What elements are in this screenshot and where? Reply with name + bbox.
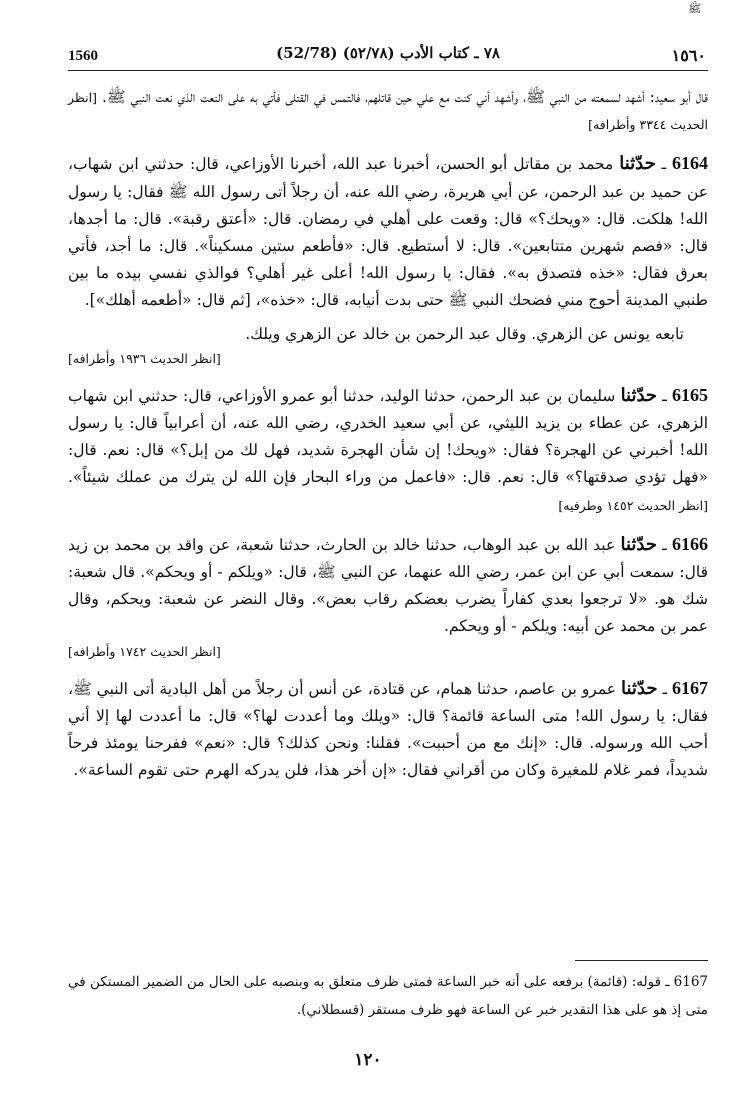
hadith-6166-reference: [انظر الحديث ١٧٤٢ وأطرافه] [68,643,221,659]
footnote-divider [575,960,708,961]
hadith-number: 6164 [672,153,709,174]
hadith-6165: 6165 ـ حدّثنا سليمان بن عبد الرحمن، حدثنا الوليد، حدثنا أبو عمرو الأوزاعي، قال: حدثني ابن شهاب الزهري، عن عطاء بن يزيد الليثي، عن أبي سعيد الخدري، رضي الله عنه، أن أعرابياً قال: يا رسول الله! أخبرني عن الهجرة؟ فقال: «ويحك! إن شأن الهجرة شديد، فهل لك من إبل؟» قال: نعم. قال: «فهل تؤدي صدقتها؟» قال: نعم. قال: «فاعمل من وراء البحار فإن الله لن يترك من عملك شيئاً». [انظر الحديث ١٤٥٢ وطرفيه] [68,384,708,513]
hadith-number: 6165 [672,384,708,405]
hadith-6165-reference: [انظر الحديث ١٤٥٢ وطرفيه] [558,497,708,513]
header-chapter-title: ٧٨ ـ كتاب الأدب (٥٢/٧٨) (52/78) [276,44,500,62]
hadith-6166: 6166 ـ حدّثنا عبد الله بن عبد الوهاب، حدثنا خالد بن الحارث، حدثنا شعبة، عن واقد بن محمد بن زيد قال: سمعت أبي عن ابن عمر، رضي الله عنهما، عن النبي ﷺ، قال: «ويلكم - أو ويحكم». قال شعبة: شك هو. «لا ترجعوا بعدي كفاراً يضرب بعضكم رقاب بعض». وقال النضر عن شعبة: ويحكم، وقال عمر بن محمد عن أبيه: ويلكم - أو ويحكم. [68,533,709,636]
haddathana-label: حدّثنا [619,153,656,175]
header-page-number-arabic: ١٥٦٠ [671,46,706,65]
hadith-6167: 6167 ـ حدّثنا عمرو بن عاصم، حدثنا همام، عن قتادة، عن أنس أن رجلاً من أهل البادية أتى النبي ﷺ، فقال: يا رسول الله! متى الساعة قائمة؟ قال: «ويلك وما أعددت لها؟» قال: ما أعددت لها إلا أني أحب الله ورسوله. قال: «إنك مع من أحببت». فقلنا: ونحن كذلك؟ قال: «نعم» ففرحنا يومئذ فرحاً شديداً، فمر غلام للمغيرة وكان من أقراني فقال: «إن أخر هذا، فلن يدركه الهرم حتى تقوم الساعة». [68,677,708,780]
hadith-number: 6167 [671,677,708,698]
hadith-number: 6166 [672,533,709,554]
page-number: ١٢٠ [354,1050,382,1070]
page-header [68,40,708,71]
hadith-text: محمد بن مقاتل أبو الحسن، أخبرنا عبد الله، أخبرنا الأوزاعي، قال: حدثني ابن شهاب، عن حميد بن عبد الرحمن، عن أبي هريرة، رضي الله عنه، أن رجلاً أتى رسول الله ﷺ فقال: يا رسول الله! هلكت. قال: «ويحك؟» قال: وقعت على أهلي في رمضان. قال: «أعتق رقبة». قال: ما أجدها، قال: «فصم شهرين متتابعين». قال: لا أستطيع. قال: «فأطعم ستين مسكيناً». قال: ما أجد، فأتي بعرق فقال: «خذه فتصدق به». فقال: يا رسول الله! أعلى غير أهلي؟ فوالذي نفسي بيده ما بين طنبي المدينة أحوج مني فضحك النبي ﷺ حتى بدت أنيابه، قال: «خذه»، [ثم قال: «أطعمه أهلك»]. [68,155,708,310]
intro-paragraph [68,84,708,138]
haddathana-label: حدّثنا [621,677,658,699]
hadith-text: سليمان بن عبد الرحمن، حدثنا الوليد، حدثنا أبو عمرو الأوزاعي، قال: حدثني ابن شهاب الزهري، عن عطاء بن يزيد الليثي، عن أبي سعيد الخدري، رضي الله عنه، أن أعرابياً قال: يا رسول الله! أخبرني عن الهجرة؟ فقال: «ويحك! إن شأن الهجرة شديد، فهل لك من إبل؟» قال: نعم. قال: «فهل تؤدي صدقتها؟» قال: نعم. قال: «فاعمل من وراء البحار فإن الله لن يترك من عملك شيئاً». [68,386,708,487]
hadith-text: عبد الله بن عبد الوهاب، حدثنا خالد بن الحارث، حدثنا شعبة، عن واقد بن محمد بن زيد قال: سمعت أبي عن ابن عمر، رضي الله عنهما، عن النبي ﷺ، قال: «ويلكم - أو ويحكم». قال شعبة: شك هو. «لا ترجعوا بعدي كفاراً يضرب بعضكم رقاب بعض». وقال النضر عن شعبة: ويحكم، وقال عمر بن محمد عن أبيه: ويلكم - أو ويحكم. [68,535,708,636]
hadith-6164-continuation: تابعه يونس عن الزهري. وقال عبد الرحمن بن خالد عن الزهري ويلك. [245,324,684,343]
intro-reference: [انظر الحديث ٣٣٤٤ وأطرافه] [68,90,708,133]
intro-text: قال أبو سعيد: أشهد لسمعته من النبي ﷺ، وأشهد أني كنت مع علي حين قاتلهم، فالتمس في القتلى فأتي به على النعت الذي نعت النبي ﷺ. [101,88,708,106]
header-page-number-latin: 1560 [68,48,98,64]
footnote: 6167 ـ قوله: (قائمة) برفعه على أنه خبر الساعة فمتى ظرف متعلق به وبنصبه على الحال من الضمير المستكن في متى إذ هو على هذا التقدير خبر عن الساعة فهو ظرف مستقر (قسطلاني). [68,974,708,1018]
corner-mark: ﷺ [688,2,702,15]
haddathana-label: حدّثنا [620,533,657,555]
hadith-6164: 6164 ـ حدّثنا محمد بن مقاتل أبو الحسن، أخبرنا عبد الله، أخبرنا الأوزاعي، قال: حدثني ابن شهاب، عن حميد بن عبد الرحمن، عن أبي هريرة، رضي الله عنه، أن رجلاً أتى رسول الله ﷺ فقال: يا رسول الله! هلكت. قال: «ويحك؟» قال: وقعت على أهلي في رمضان. قال: «أعتق رقبة». قال: ما أجدها، قال: «فصم شهرين متتابعين». قال: لا أستطيع. قال: «فأطعم ستين مسكيناً». قال: ما أجد، فأتي بعرق فقال: «خذه فتصدق به». فقال: يا رسول الله! أعلى غير أهلي؟ فوالذي نفسي بيده ما بين طنبي المدينة أحوج مني فضحك النبي ﷺ حتى بدت أنيابه، قال: «خذه»، [ثم قال: «أطعمه أهلك»]. [68,153,709,310]
haddathana-label: حدّثنا [620,384,658,406]
page-body [68,84,708,784]
hadith-6164-reference: [انظر الحديث ١٩٣٦ وأطرافه] [68,350,221,366]
hadith-text: عمرو بن عاصم، حدثنا همام، عن قتادة، عن أنس أن رجلاً من أهل البادية أتى النبي ﷺ، فقال: يا رسول الله! متى الساعة قائمة؟ قال: «ويلك وما أعددت لها؟» قال: ما أعددت لها إلا أني أحب الله ورسوله. قال: «إنك مع من أحببت». فقلنا: ونحن كذلك؟ قال: «نعم» ففرحنا يومئذ فرحاً شديداً، فمر غلام للمغيرة وكان من أقراني فقال: «إن أخر هذا، فلن يدركه الهرم حتى تقوم الساعة». [68,679,708,780]
